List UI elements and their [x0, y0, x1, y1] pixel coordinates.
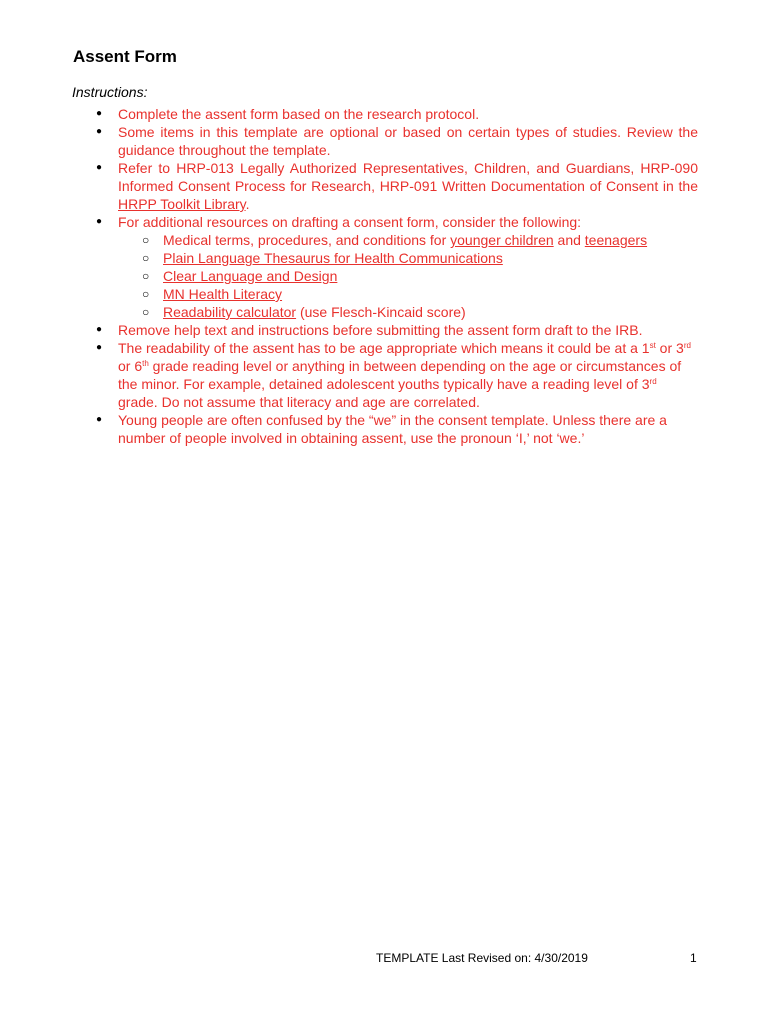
- younger-children-link[interactable]: younger children: [450, 232, 554, 248]
- list-item: ● Young people are often confused by the “we” in the consent template. Unless there are a number of people involved in obtaining assent, use the pronoun ‘I,’ not ‘we.’: [96, 412, 667, 446]
- sublist-item: [142, 267, 698, 285]
- circle-bullet-icon: ○: [142, 269, 150, 283]
- page-title: Assent Form: [73, 47, 177, 66]
- footer-revision-text: TEMPLATE Last Revised on: 4/30/2019: [376, 951, 588, 965]
- list-item: ● For additional resources on drafting a consent form, consider the following:: [96, 214, 582, 230]
- bullet-icon: ●: [96, 108, 103, 119]
- bullet-icon: ●: [96, 342, 103, 353]
- hrpp-toolkit-library-link[interactable]: HRPP Toolkit Library: [118, 196, 246, 212]
- bullet-icon: ●: [96, 414, 103, 425]
- circle-bullet-icon: ○: [142, 287, 150, 301]
- list-item: ● Refer to HRP-013 Legally Authorized Representatives, Children, and Guardians, HRP-090 Informed Consent Process for Research, HRP-091 Written Documentation of Consent in the HRPP Toolkit Library.: [96, 160, 698, 212]
- page-number: 1: [690, 951, 697, 965]
- list-item: ● The readability of the assent has to be age appropriate which means it could be at a 1st or 3rd or 6th grade reading level or anything in between depending on the age or circumstances of the minor. For example, detained adolescent youths typically have a reading level of 3rd grade. Do not assume that literacy and age are correlated.: [96, 340, 691, 410]
- clear-language-design-link[interactable]: Clear Language and Design: [163, 268, 338, 284]
- bullet-icon: ●: [96, 216, 103, 227]
- circle-bullet-icon: ○: [142, 305, 150, 319]
- list-item: ● Complete the assent form based on the research protocol.: [96, 106, 480, 122]
- mn-health-literacy-link[interactable]: MN Health Literacy: [163, 286, 283, 302]
- list-item: ● Remove help text and instructions before submitting the assent form draft to the IRB.: [96, 322, 643, 338]
- instructions-list: [96, 105, 698, 447]
- readability-calculator-link[interactable]: Readability calculator: [163, 304, 297, 320]
- sublist-item: [142, 285, 698, 303]
- bullet-icon: ●: [96, 324, 103, 335]
- resources-sublist: [118, 231, 698, 321]
- bullet-icon: ●: [96, 126, 103, 137]
- bullet-icon: ●: [96, 162, 103, 173]
- sublist-item: [142, 249, 698, 267]
- sublist-item: ○ Medical terms, procedures, and conditions for younger children and teenagers: [142, 232, 648, 248]
- circle-bullet-icon: ○: [142, 233, 150, 247]
- plain-language-thesaurus-link[interactable]: Plain Language Thesaurus for Health Communications: [163, 250, 503, 266]
- instructions-label: Instructions:: [72, 84, 148, 100]
- teenagers-link[interactable]: teenagers: [584, 232, 648, 248]
- list-item: ● Some items in this template are optional or based on certain types of studies. Review the guidance throughout the template.: [96, 124, 698, 158]
- sublist-item: ○ Readability calculator (use Flesch-Kincaid score): [142, 304, 466, 320]
- circle-bullet-icon: ○: [142, 251, 150, 265]
